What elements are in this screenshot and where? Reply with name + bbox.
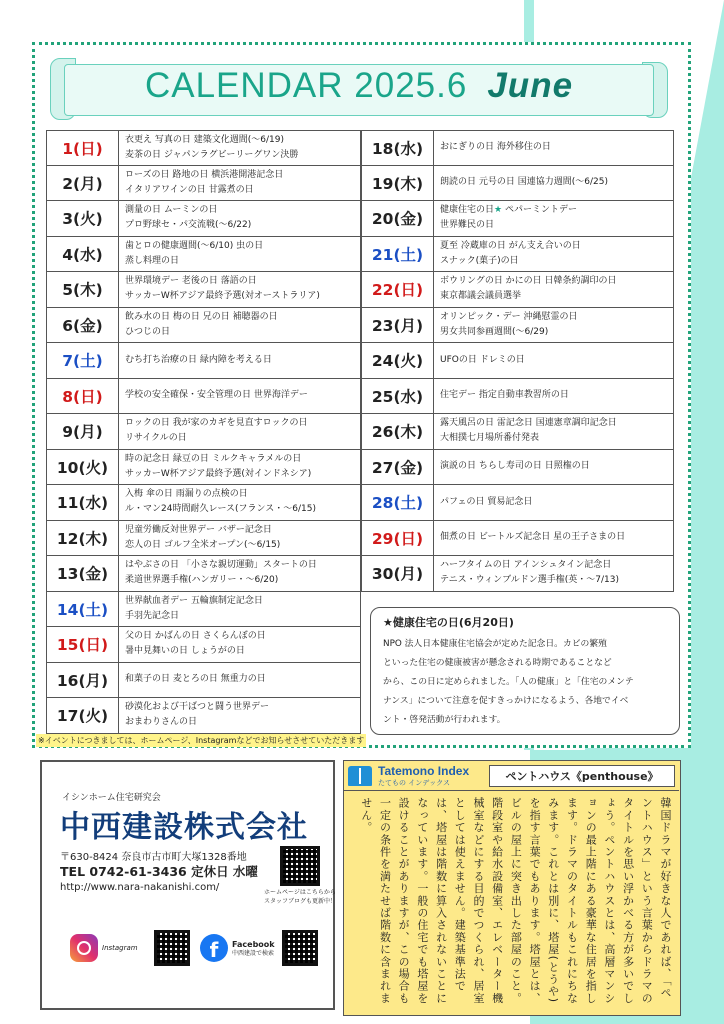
tatemono-index: [343, 760, 681, 1016]
event-line: パフェの日 貿易記念日: [440, 496, 533, 507]
index-header: [344, 761, 679, 791]
calendar-events: [434, 166, 673, 201]
banner-month: June: [487, 66, 574, 105]
event-line: 入梅 傘の日 雨漏りの点検の日: [125, 489, 248, 500]
calendar-row: [361, 166, 674, 202]
calendar-events: [119, 343, 360, 378]
feature-note: [370, 607, 680, 735]
event-line: 手羽先記念日: [125, 610, 180, 621]
calendar-events: [434, 379, 673, 414]
note-text: [383, 635, 667, 730]
calendar-day: 26(木): [362, 414, 434, 449]
calendar-day: 12(木): [47, 521, 119, 556]
homepage-qr-icon[interactable]: [280, 846, 320, 886]
calendar-events: [119, 131, 360, 165]
calendar-events: [119, 308, 360, 343]
event-line: 柔道世界選手権(ハンガリー・～6/20): [125, 575, 279, 586]
event-line: ル・マン24時間耐久レース(フランス・～6/15): [125, 504, 316, 515]
calendar-banner: [50, 58, 668, 120]
calendar-day: 19(木): [362, 166, 434, 201]
calendar-day: 30(月): [362, 556, 434, 591]
event-line: 大相撲七月場所番付発表: [440, 433, 540, 444]
event-line: 歯とロの健康週間(～6/10) 虫の日: [125, 240, 264, 251]
event-line: 蒸し料理の日: [125, 255, 180, 266]
event-line: 世界環境デー 老後の日 落語の日: [125, 276, 257, 287]
event-line: オリンピック・デー 沖縄慰霊の日: [440, 311, 578, 322]
calendar-row: [46, 556, 361, 592]
calendar-day: 13(金): [47, 556, 119, 591]
event-line: 衣更え 写真の日 建築文化週間(～6/19): [125, 134, 284, 145]
event-line: 時の記念日 緑豆の日 ミルクキャラメルの日: [125, 453, 302, 464]
company-sub: イシンホーム住宅研究会: [62, 793, 161, 803]
calendar-day: 9(月): [47, 414, 119, 449]
calendar-events: [119, 237, 360, 272]
event-line: 和菓子の日 麦とろの日 無重力の日: [125, 674, 266, 685]
calendar-row: [46, 627, 361, 663]
calendar-events: [119, 663, 360, 698]
calendar-events: [434, 131, 673, 165]
event-line: 住宅デー 指定自動車教習所の日: [440, 390, 569, 401]
book-icon: [348, 766, 372, 786]
event-line: 測量の日 ムーミンの日: [125, 205, 218, 216]
calendar-events: [434, 556, 673, 591]
event-line: 学校の安全確保・安全管理の日 世界海洋デー: [125, 390, 308, 401]
calendar-day: 18(水): [362, 131, 434, 165]
facebook-sub: 中西建設で検索: [232, 950, 275, 957]
note-line: から、この日に定められました。「人の健康」と「住宅のメンテ: [383, 677, 634, 687]
calendar-events: [434, 237, 673, 272]
calendar-row: [361, 237, 674, 273]
note-line: といった住宅の健康被害が懸念される時期であることなど: [383, 658, 612, 668]
event-line: 児童労働反対世界デー バザー記念日: [125, 524, 272, 535]
calendar-day: 25(水): [362, 379, 434, 414]
calendar-row: [46, 379, 361, 415]
calendar-day: 20(金): [362, 201, 434, 236]
calendar-events: [434, 450, 673, 485]
calendar-events: [434, 272, 673, 307]
event-line: 世界難民の日: [440, 220, 495, 231]
index-body: 韓国ドラマが好きな人であれば、「ペントハウス」という言葉からドラマのタイトルを思い浮かべる方が多いでしょう。ペントハウスとは、高層マンションの最上階にある豪華な住居を指します。ドラマのタイトルもこれにちなみます。これとは別に、塔屋(とうや)を指す言葉でもあります。塔屋とは、ビルの屋上に突き出した部屋のこと。階段室や給水設備室、エレベーター機械室などにする目的でつくられ、居室としては使えません。建築基準法では、塔屋は階数に算入されないことになっています。一般の住宅でも塔屋を設けることがありますが、この場合も一定の条件を満たせば階数に含まれません。: [359, 797, 672, 1005]
facebook-name: Facebook: [232, 940, 275, 949]
calendar-row: [361, 272, 674, 308]
calendar-day: 11(水): [47, 485, 119, 520]
event-line: 佃煮の日 ビートルズ記念日 星の王子さまの日: [440, 532, 626, 543]
company-address: 〒630-8424 奈良市古市町大塚1328番地: [60, 852, 247, 863]
calendar-day: 21(土): [362, 237, 434, 272]
calendar-events: [434, 201, 673, 236]
calendar-row: [361, 556, 674, 592]
banner-title-text: CALENDAR 2025.6: [144, 66, 468, 105]
event-line: ローズの日 路地の日 横浜港開港記念日: [125, 169, 284, 180]
calendar-events: [434, 343, 673, 378]
calendar-day: 1(日): [47, 131, 119, 165]
calendar-events: [434, 414, 673, 449]
calendar-events: [119, 166, 360, 201]
calendar-events: [119, 379, 360, 414]
calendar-day: 16(月): [47, 663, 119, 698]
calendar-events: [119, 272, 360, 307]
event-line: 麦茶の日 ジャパンラグビーリーグワン決勝: [125, 149, 299, 160]
index-titles: [378, 764, 469, 788]
footnote: ※イベントにつきましては、ホームページ、Instagramなどでお知らせさせていただきます: [38, 736, 365, 745]
calendar-row: [361, 450, 674, 486]
calendar-events: [434, 485, 673, 520]
calendar-day: 4(水): [47, 237, 119, 272]
qr-note-line-1: ホームページはこちらから: [264, 889, 336, 896]
event-line: 父の日 かばんの日 さくらんぼの日: [125, 631, 266, 642]
company-card: [40, 760, 335, 1010]
qr-note-line-2: スタッフブログも更新中！: [264, 898, 337, 905]
note-line: ント・啓発活動が行われます。: [383, 715, 506, 725]
calendar-left-column: [46, 130, 361, 734]
calendar-row: [46, 414, 361, 450]
event-line: 世界献血者デー 五輪旗制定記念日: [125, 595, 263, 606]
instagram-icon[interactable]: [70, 934, 98, 962]
calendar-day: 3(火): [47, 201, 119, 236]
company-url[interactable]: http://www.nara-nakanishi.com/: [60, 882, 220, 893]
calendar-day: 15(日): [47, 627, 119, 662]
event-line: はやぶさの日 「小さな親切運動」スタートの日: [125, 560, 317, 571]
calendar-day: 29(日): [362, 521, 434, 556]
calendar-day: 5(木): [47, 272, 119, 307]
event-line: ボウリングの日 かにの日 日韓条約調印の日: [440, 276, 617, 287]
calendar-day: 10(火): [47, 450, 119, 485]
calendar-day: 14(土): [47, 592, 119, 627]
calendar-day: 7(土): [47, 343, 119, 378]
event-line: おにぎりの日 海外移住の日: [440, 142, 551, 153]
calendar-day: 8(日): [47, 379, 119, 414]
calendar-row: [361, 379, 674, 415]
instagram-qr-icon[interactable]: [154, 930, 190, 966]
event-line: リサイクルの日: [125, 433, 187, 444]
calendar-row: [46, 592, 361, 628]
event-line: 東京都議会議員選挙: [440, 291, 522, 302]
event-line: UFOの日 ドレミの日: [440, 354, 525, 365]
event-line: スナック(菓子)の日: [440, 255, 519, 266]
calendar-events: [119, 592, 360, 627]
event-line: 演説の日 ちらし寿司の日 日照権の日: [440, 461, 590, 472]
event-line: 暑中見舞いの日 しょうがの日: [125, 646, 245, 657]
event-line: むち打ち治療の日 緑内障を考える日: [125, 354, 272, 365]
calendar-row: [46, 663, 361, 699]
facebook-label: [232, 940, 275, 958]
calendar-row: [361, 308, 674, 344]
calendar-row: [46, 237, 361, 273]
event-line: テニス・ウィンブルドン選手権(英・～7/13): [440, 575, 619, 586]
facebook-qr-icon[interactable]: [282, 930, 318, 966]
calendar-events: [119, 414, 360, 449]
event-line: サッカーW杯アジア最終予選(対インドネシア): [125, 468, 312, 479]
event-line: 健康住宅の日★ ペパーミントデー: [440, 205, 577, 216]
event-line: おまわりさんの日: [125, 717, 198, 728]
index-topic: ペントハウス《penthouse》: [489, 765, 675, 787]
calendar-row: [46, 130, 361, 166]
calendar-row: [46, 272, 361, 308]
qr-note: [264, 888, 336, 906]
calendar-events: [119, 201, 360, 236]
company-name: 中西建設株式会社: [60, 810, 308, 845]
event-line: 飲み水の日 梅の日 兄の日 補聴器の日: [125, 311, 278, 322]
calendar-day: 23(月): [362, 308, 434, 343]
note-line: NPO 法人日本健康住宅協会が定めた記念日。カビの繁殖: [383, 639, 607, 649]
calendar-row: [46, 450, 361, 486]
calendar-row: [46, 308, 361, 344]
instagram-label: Instagram: [102, 944, 138, 952]
event-line: 朗読の日 元号の日 国連協力週間(～6/25): [440, 177, 608, 188]
calendar-row: [361, 414, 674, 450]
calendar-row: [46, 521, 361, 557]
event-line: プロ野球セ・パ交流戦(～6/22): [125, 220, 252, 231]
index-title-jp: たてもの インデックス: [378, 778, 451, 787]
note-line: ナンス」について注意を促すきっかけになるよう、各地でイベ: [383, 696, 629, 706]
calendar-events: [434, 308, 673, 343]
company-tel: TEL 0742-61-3436 定休日 水曜: [60, 864, 258, 879]
calendar-day: 27(金): [362, 450, 434, 485]
calendar-right-column: [361, 130, 674, 592]
note-title: ★健康住宅の日(6月20日): [383, 616, 514, 629]
calendar-row: [46, 343, 361, 379]
banner-title: [50, 66, 668, 106]
event-line: 砂漠化および干ばつと闘う世界デー: [125, 702, 270, 713]
calendar-day: 17(火): [47, 698, 119, 733]
calendar-row: [361, 201, 674, 237]
facebook-icon[interactable]: f: [200, 934, 228, 962]
calendar-day: 24(火): [362, 343, 434, 378]
index-title-en: Tatemono Index: [378, 763, 470, 778]
calendar-row: [361, 485, 674, 521]
calendar-events: [119, 698, 360, 733]
event-line: 恋人の日 ゴルフ全米オープン(～6/15): [125, 539, 281, 550]
calendar-events: [119, 450, 360, 485]
calendar-day: 22(日): [362, 272, 434, 307]
event-line: イタリアワインの日 甘露煮の日: [125, 184, 254, 195]
calendar-day: 2(月): [47, 166, 119, 201]
calendar-row: [46, 485, 361, 521]
calendar-events: [119, 627, 360, 662]
calendar-row: [46, 201, 361, 237]
calendar-row: [361, 521, 674, 557]
calendar-row: [361, 130, 674, 166]
calendar-row: [361, 343, 674, 379]
calendar-day: 6(金): [47, 308, 119, 343]
event-line: ハーフタイムの日 アインシュタイン記念日: [440, 560, 612, 571]
calendar-events: [119, 485, 360, 520]
calendar-events: [119, 556, 360, 591]
event-line: 露天風呂の日 雷記念日 国連憲章調印記念日: [440, 418, 617, 429]
calendar-row: [46, 166, 361, 202]
calendar-row: [46, 698, 361, 734]
event-line: サッカーW杯アジア最終予選(対オーストラリア): [125, 291, 320, 302]
calendar-events: [434, 521, 673, 556]
event-line: ロックの日 我が家のカギを見直すロックの日: [125, 418, 308, 429]
calendar-day: 28(土): [362, 485, 434, 520]
event-line: 男女共同参画週間(～6/29): [440, 326, 549, 337]
event-line: ひつじの日: [125, 326, 171, 337]
calendar-events: [119, 521, 360, 556]
event-line: 夏至 冷蔵庫の日 がん支え合いの日: [440, 240, 581, 251]
